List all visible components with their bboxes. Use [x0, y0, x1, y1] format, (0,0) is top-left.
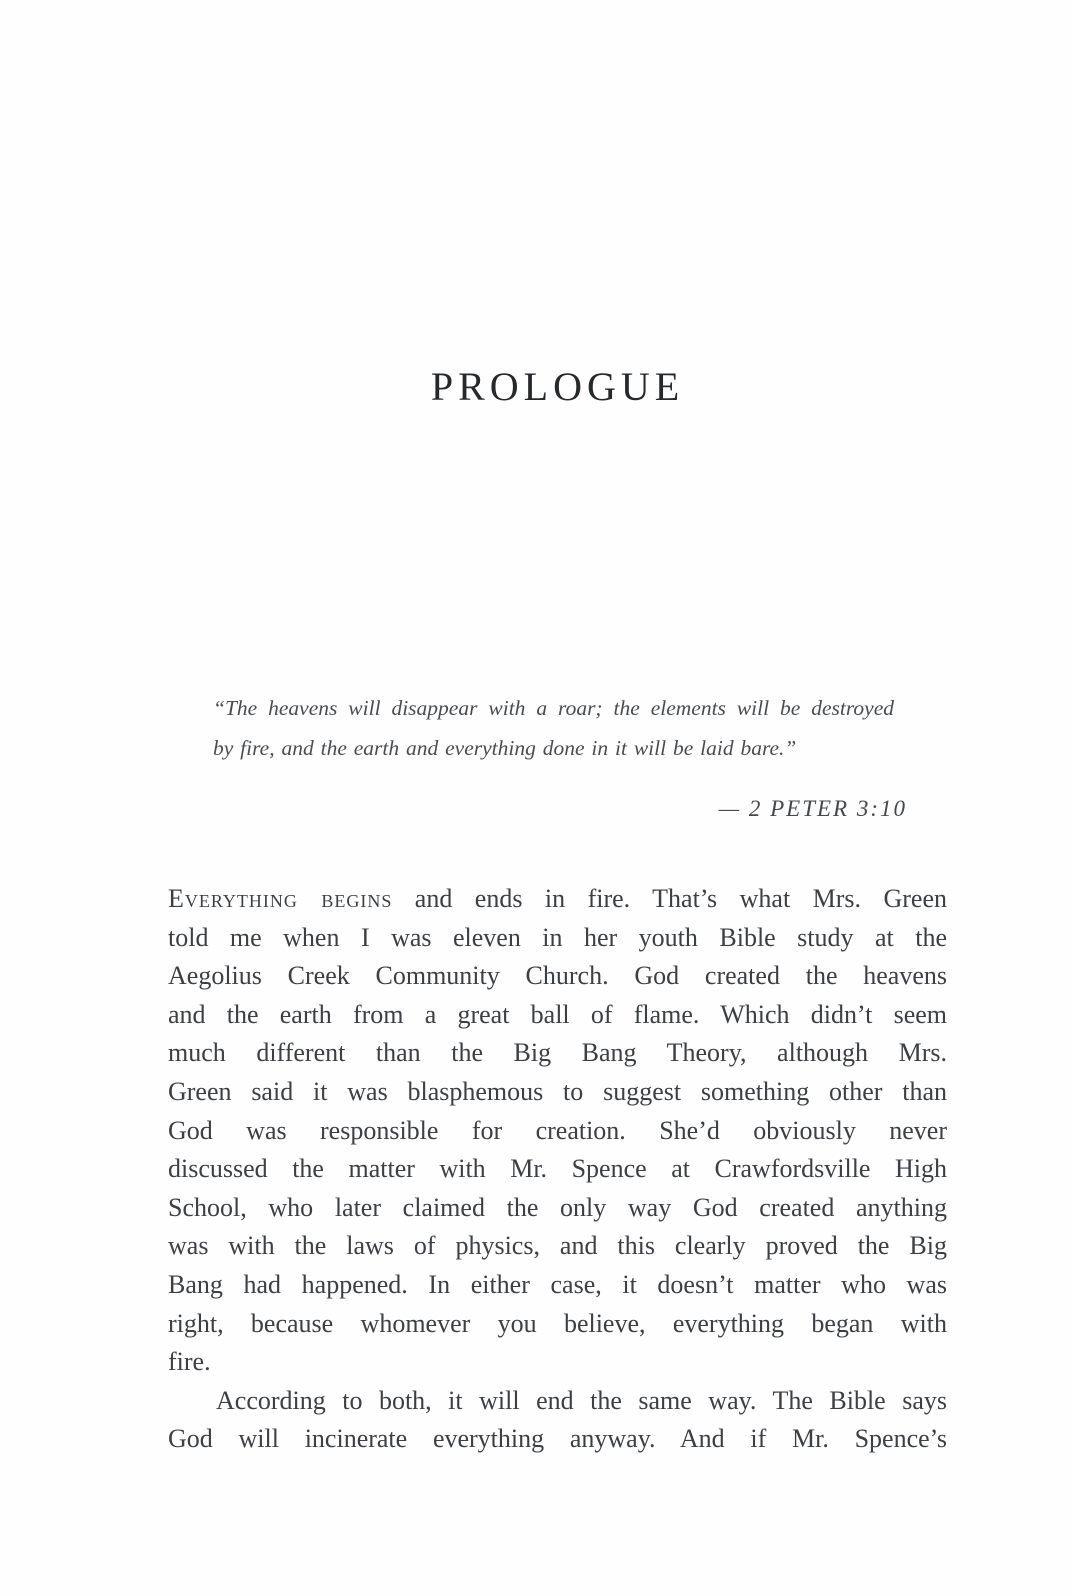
body-line-paragraph-end: fire.: [168, 1347, 211, 1377]
body-line: told me when I was eleven in her youth Bible study at the: [168, 922, 947, 952]
epigraph-line: by fire, and the earth and everything done in it will be laid bare.”: [213, 736, 797, 760]
chapter-heading: PROLOGUE: [430, 364, 685, 409]
body-text: [168, 880, 947, 1459]
epigraph-line: “The heavens will disappear with a roar; the elements will be destroyed: [213, 696, 894, 720]
body-line: Aegolius Creek Community Church. God created the heavens: [168, 961, 947, 991]
body-line-paragraph-start: According to both, it will end the same way. The Bible says: [216, 1385, 947, 1415]
body-line: [168, 880, 947, 919]
body-line: School, who later claimed the only way God created anything: [168, 1192, 947, 1222]
body-line: discussed the matter with Mr. Spence at Crawfordsville High: [168, 1154, 947, 1184]
epigraph-attribution: — 2 PETER 3:10: [718, 796, 907, 821]
body-line: and the earth from a great ball of flame. Which didn’t seem: [168, 999, 947, 1029]
body-line: right, because whomever you believe, everything began with: [168, 1308, 947, 1338]
body-line: God will incinerate everything anyway. And if Mr. Spence’s: [168, 1424, 947, 1454]
epigraph-quote: [213, 688, 894, 768]
body-line: God was responsible for creation. She’d obviously never: [168, 1115, 947, 1145]
body-line: was with the laws of physics, and this clearly proved the Big: [168, 1231, 947, 1261]
body-line: Bang had happened. In either case, it doesn’t matter who was: [168, 1269, 947, 1299]
smallcaps-lead: Everything begins: [168, 884, 393, 913]
body-line: much different than the Big Bang Theory, although Mrs.: [168, 1038, 947, 1068]
body-line-text: and ends in fire. That’s what Mrs. Green: [392, 884, 947, 913]
body-line: Green said it was blasphemous to suggest something other than: [168, 1076, 947, 1106]
